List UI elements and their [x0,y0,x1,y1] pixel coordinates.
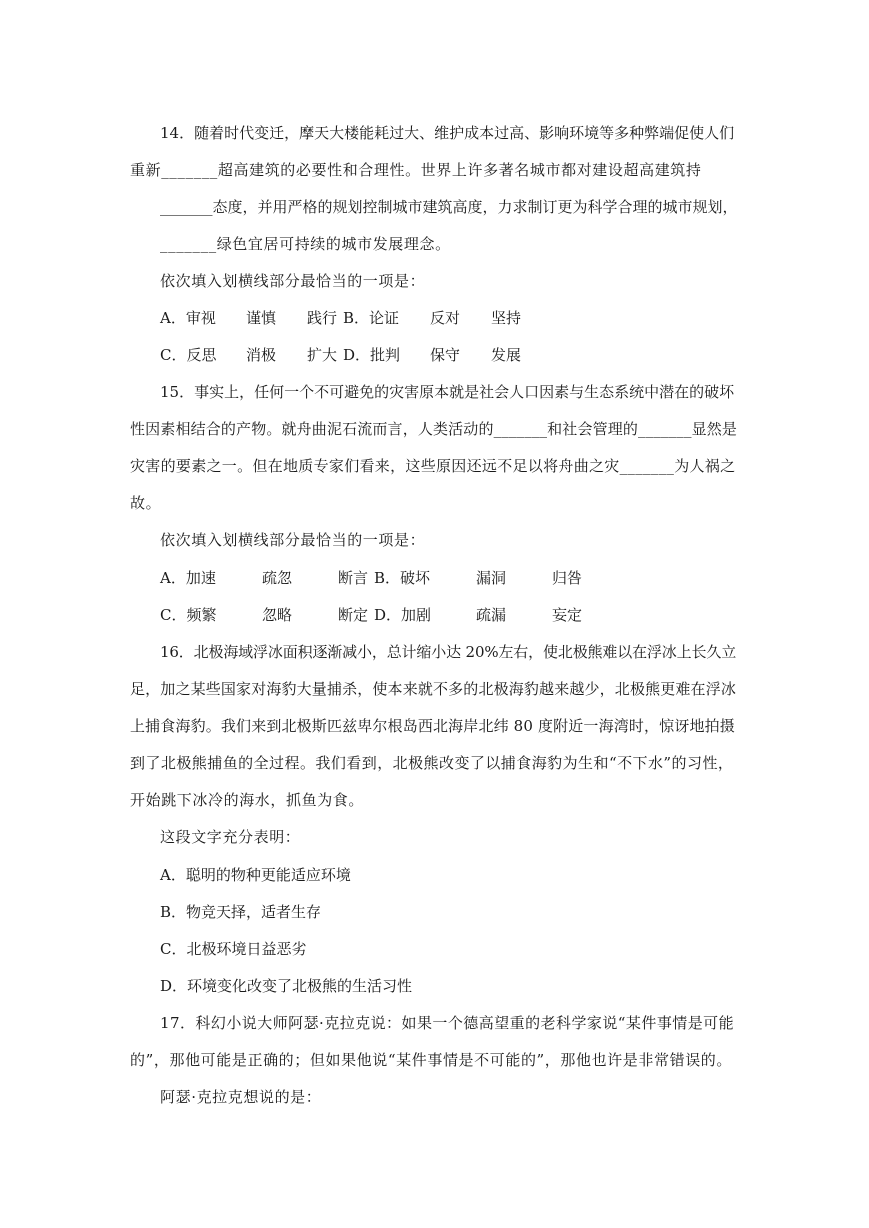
q16-prompt: 这段文字充分表明： [160,828,301,846]
q14-line-3: _______态度，并用严格的规划控制城市建筑高度，力求制订更为科学合理的城市规划， [160,198,738,216]
q16-line-5: 开始跳下冰冷的海水，抓鱼为食。 [130,791,365,809]
q16-option-d: D．环境变化改变了北极熊的生活习性 [160,977,413,995]
q14-line-2: 重新_______超高建筑的必要性和合理性。世界上许多著名城市都对建设超高建筑持 [130,161,702,179]
q16-line-1: 16．北极海域浮冰面积逐渐减小，总计缩小达 20%左右，使北极熊难以在浮冰上长久立 [160,643,737,661]
q17-line-1: 17．科幻小说大师阿瑟·克拉克说：如果一个德高望重的老科学家说“某件事情是可能 [160,1014,735,1032]
q15-option-a-word-3: 断言 [338,569,369,587]
q16-option-c: C．北极环境日益恶劣 [160,940,307,958]
q14-option-a-word-3: 践行 [307,309,338,327]
q14-option-b-word-3: 坚持 [491,309,522,327]
q16-line-3: 上捕食海豹。我们来到北极斯匹兹卑尔根岛西北海岸北纬 80 度附近一海湾时，惊讶地拍摄 [130,717,735,735]
q15-option-c: C．频繁 [160,606,217,624]
q15-prompt: 依次填入划横线部分最恰当的一项是： [160,531,426,549]
q14-line-4: _______绿色宜居可持续的城市发展理念。 [160,235,451,253]
q14-option-a: A．审视 [160,309,216,327]
q15-option-b-word-3: 归咎 [552,569,583,587]
q15-line-2: 性因素相结合的产物。就舟曲泥石流而言，人类活动的_______和社会管理的_______显然是 [130,420,738,438]
q15-option-d: D．加剧 [374,606,432,624]
q15-line-3: 灾害的要素之一。但在地质专家们看来，这些原因还远不足以将舟曲之灾_______为人祸之 [130,457,736,475]
q15-option-a-word-2: 疏忽 [262,569,293,587]
q15-line-4: 故。 [130,494,162,512]
q17-prompt: 阿瑟·克拉克想说的是： [160,1088,322,1106]
q15-option-b: B．破坏 [374,569,431,587]
q15-option-d-word-2: 疏漏 [476,606,507,624]
q15-option-b-word-2: 漏洞 [476,569,507,587]
q15-line-1: 15．事实上，任何一个不可避免的灾害原本就是社会人口因素与生态系统中潜在的破坏 [160,383,735,401]
q14-option-b: B．论证 [343,309,400,327]
q15-option-c-word-3: 断定 [338,606,369,624]
q16-option-b: B．物竞天择，适者生存 [160,903,322,921]
q14-option-d: D．批判 [343,346,401,364]
q17-line-2: 的”，那他可能是正确的；但如果他说“某件事情是不可能的”，那他也许是非常错误的。 [130,1051,733,1069]
q14-option-c: C．反思 [160,346,217,364]
q14-line-1: 14．随着时代变迁，摩天大楼能耗过大、维护成本过高、影响环境等多种弊端促使人们 [160,124,735,142]
q14-prompt: 依次填入划横线部分最恰当的一项是： [160,272,426,290]
q14-option-c-word-2: 消极 [246,346,277,364]
q16-line-4: 到了北极熊捕鱼的全过程。我们看到，北极熊改变了以捕食海豹为生和“不下水”的习性， [130,754,734,772]
q16-line-2: 足，加之某些国家对海豹大量捕杀，使本来就不多的北极海豹越来越少，北极熊更难在浮冰 [130,680,737,698]
q14-option-d-word-2: 保守 [430,346,461,364]
q15-option-d-word-3: 妄定 [552,606,583,624]
q15-option-c-word-2: 忽略 [262,606,293,624]
q14-option-d-word-3: 发展 [491,346,522,364]
q14-option-c-word-3: 扩大 [307,346,338,364]
q15-option-a: A．加速 [160,569,216,587]
q16-option-a: A．聪明的物种更能适应环境 [160,866,351,884]
q14-option-b-word-2: 反对 [430,309,461,327]
q14-option-a-word-2: 谨慎 [246,309,277,327]
